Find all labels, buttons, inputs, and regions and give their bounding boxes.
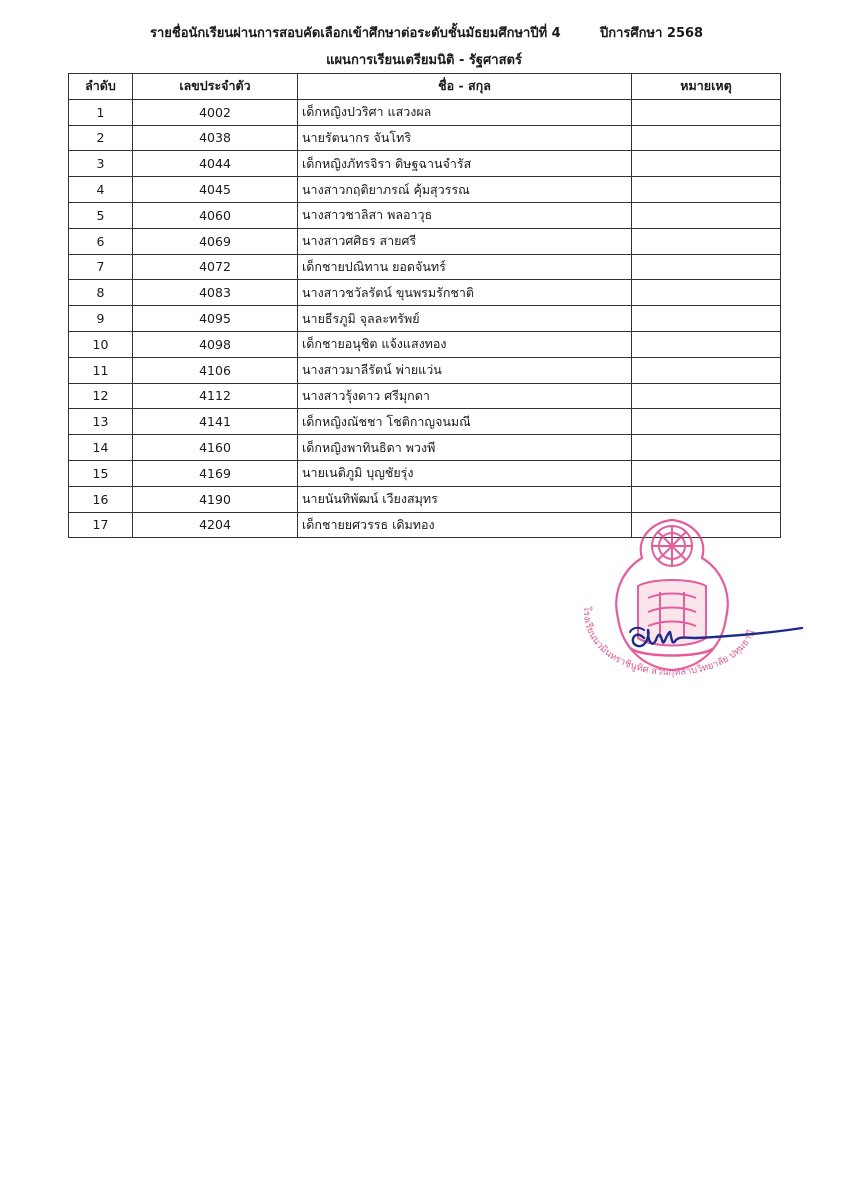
row-remark xyxy=(632,125,781,151)
row-student-id: 4060 xyxy=(133,202,298,228)
table-body xyxy=(69,99,781,538)
row-order-number: 12 xyxy=(69,383,133,409)
column-header-order: ลำดับ xyxy=(69,74,133,100)
table-row xyxy=(69,254,781,280)
row-student-id: 4169 xyxy=(133,460,298,486)
row-order-number: 15 xyxy=(69,460,133,486)
row-order-number: 7 xyxy=(69,254,133,280)
row-student-id: 4098 xyxy=(133,331,298,357)
row-remark xyxy=(632,151,781,177)
row-student-id: 4204 xyxy=(133,512,298,538)
row-student-id: 4002 xyxy=(133,99,298,125)
row-student-id: 4072 xyxy=(133,254,298,280)
table-row xyxy=(69,357,781,383)
row-student-id: 4095 xyxy=(133,306,298,332)
table-row xyxy=(69,460,781,486)
row-student-name: เด็กหญิงณัชชา โชติกาญจนมณี xyxy=(298,409,632,435)
row-order-number: 10 xyxy=(69,331,133,357)
seal-text: โรงเรียนนวมินทราชินูทิศ สวนกุหลาบวิทยาลัย ปทุมธานี xyxy=(580,605,758,679)
row-student-id: 4069 xyxy=(133,228,298,254)
student-roster-table xyxy=(68,73,781,538)
row-student-id: 4106 xyxy=(133,357,298,383)
row-student-name: นางสาวชวัลรัตน์ ขุนพรมรักชาติ xyxy=(298,280,632,306)
row-order-number: 8 xyxy=(69,280,133,306)
table-row xyxy=(69,306,781,332)
document-title-line xyxy=(0,22,848,42)
row-student-name: เด็กหญิงพาทินธิดา พวงพี xyxy=(298,435,632,461)
table-row xyxy=(69,202,781,228)
document-title: รายชื่อนักเรียนผ่านการสอบคัดเลือกเข้าศึกษาต่อระดับชั้นมัธยมศึกษาปีที่ 4 xyxy=(150,26,561,41)
table-row xyxy=(69,151,781,177)
row-student-id: 4112 xyxy=(133,383,298,409)
row-remark xyxy=(632,383,781,409)
row-student-id: 4141 xyxy=(133,409,298,435)
row-remark xyxy=(632,228,781,254)
table-header-row xyxy=(69,74,781,100)
table-row xyxy=(69,435,781,461)
row-student-name: เด็กชายอนุชิต แจ้งแสงทอง xyxy=(298,331,632,357)
row-order-number: 4 xyxy=(69,177,133,203)
row-remark xyxy=(632,306,781,332)
row-order-number: 1 xyxy=(69,99,133,125)
row-order-number: 3 xyxy=(69,151,133,177)
row-student-name: เด็กชายปณิทาน ยอดจันทร์ xyxy=(298,254,632,280)
row-remark xyxy=(632,280,781,306)
row-student-id: 4083 xyxy=(133,280,298,306)
row-order-number: 11 xyxy=(69,357,133,383)
row-order-number: 17 xyxy=(69,512,133,538)
row-student-name: นายรัตนากร จันโทริ xyxy=(298,125,632,151)
row-student-name: นางสาวมาลีรัตน์ พ่ายแว่น xyxy=(298,357,632,383)
row-student-id: 4044 xyxy=(133,151,298,177)
row-student-id: 4038 xyxy=(133,125,298,151)
table-row xyxy=(69,125,781,151)
column-header-remarks: หมายเหตุ xyxy=(632,74,781,100)
row-student-name: เด็กหญิงภัทรจิรา ดิษฐฉานจำรัส xyxy=(298,151,632,177)
row-student-name: นางสาวกฤติยาภรณ์ คุ้มสุวรรณ xyxy=(298,177,632,203)
academic-year: ปีการศึกษา 2568 xyxy=(600,26,704,41)
program-title: แผนการเรียนเตรียมนิติ - รัฐศาสตร์ xyxy=(326,53,522,68)
row-remark xyxy=(632,99,781,125)
row-order-number: 16 xyxy=(69,486,133,512)
row-order-number: 13 xyxy=(69,409,133,435)
table-row xyxy=(69,383,781,409)
row-student-id: 4190 xyxy=(133,486,298,512)
row-student-name: เด็กชายยศวรรธ เดิมทอง xyxy=(298,512,632,538)
row-student-id: 4045 xyxy=(133,177,298,203)
row-order-number: 14 xyxy=(69,435,133,461)
row-remark xyxy=(632,331,781,357)
table-row xyxy=(69,331,781,357)
table-row xyxy=(69,99,781,125)
table-row xyxy=(69,280,781,306)
row-student-name: นางสาวชาลิสา พลอาวุธ xyxy=(298,202,632,228)
table-row xyxy=(69,228,781,254)
row-student-name: นายธีรภูมิ จุลละทรัพย์ xyxy=(298,306,632,332)
row-order-number: 5 xyxy=(69,202,133,228)
row-remark xyxy=(632,357,781,383)
row-order-number: 9 xyxy=(69,306,133,332)
row-remark xyxy=(632,409,781,435)
table-row xyxy=(69,409,781,435)
row-student-name: นายนันทิพัฒน์ เวียงสมุทร xyxy=(298,486,632,512)
row-remark xyxy=(632,254,781,280)
row-student-name: เด็กหญิงปวริศา แสวงผล xyxy=(298,99,632,125)
row-student-name: นายเนติภูมิ บุญชัยรุ่ง xyxy=(298,460,632,486)
row-remark xyxy=(632,435,781,461)
row-student-name: นางสาวศศิธร สายศรี xyxy=(298,228,632,254)
table-row xyxy=(69,177,781,203)
row-remark xyxy=(632,202,781,228)
row-student-id: 4160 xyxy=(133,435,298,461)
row-order-number: 2 xyxy=(69,125,133,151)
column-header-full-name: ชื่อ - สกุล xyxy=(298,74,632,100)
row-order-number: 6 xyxy=(69,228,133,254)
column-header-student-id: เลขประจำตัว xyxy=(133,74,298,100)
row-student-name: นางสาวรุ้งดาว ศรีมุกดา xyxy=(298,383,632,409)
row-remark xyxy=(632,460,781,486)
row-remark xyxy=(632,177,781,203)
handwritten-signature xyxy=(626,610,806,660)
